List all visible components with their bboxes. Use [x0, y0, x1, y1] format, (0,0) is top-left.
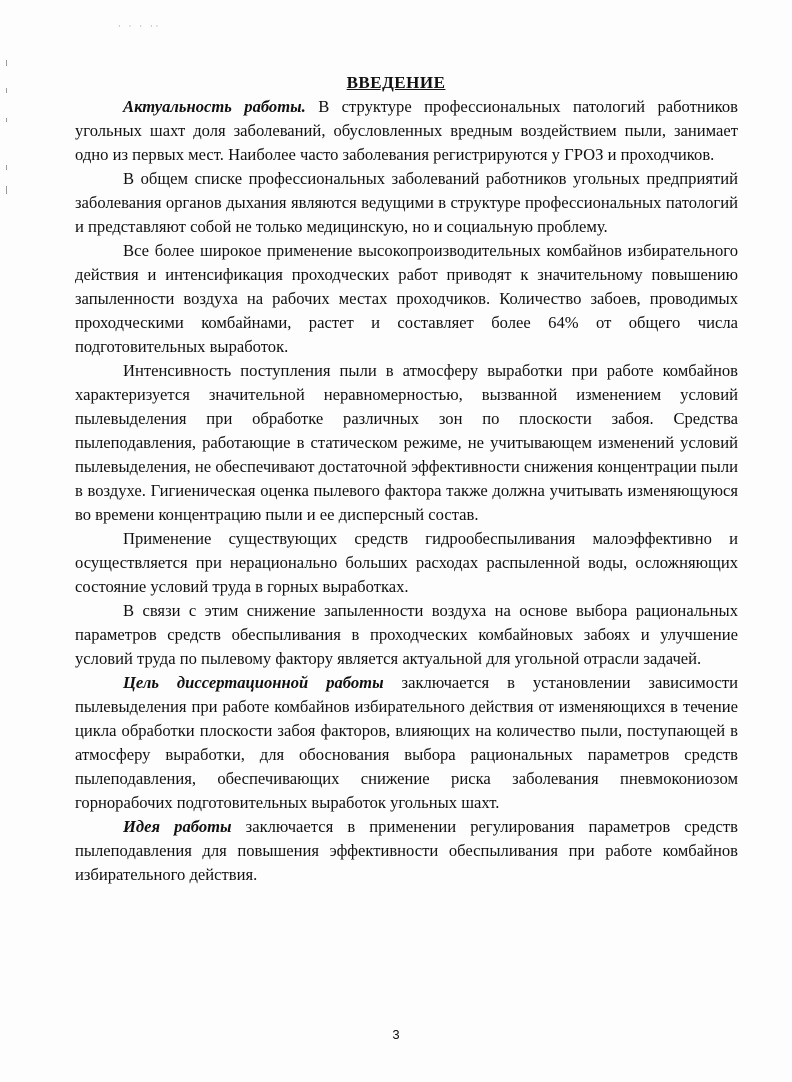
paragraph-respiratory-diseases: [75, 167, 738, 239]
paragraph-combines: [75, 239, 738, 359]
paragraph-text: Интенсивность поступления пыли в атмосферу выработки при работе комбайнов характеризуется значительной неравномерностью, вызванной изменением условий пылевыделения при обработке различных зон по плоскости забоя. Средства пылеподавления, работающие в статическом режиме, не учитывающем изменений условий пылевыделения, не обеспечивают достаточной эффективности снижения концентрации пыли в воздухе. Гигиеническая оценка пылевого фактора также должна учитывать изменяющуюся во времени концентрацию пыли и ее дисперсный состав.: [75, 361, 738, 524]
paragraph-text: Все более широкое применение высокопроизводительных комбайнов избирательного действия и интенсификация проходческих работ приводят к значительному повышению запыленности воздуха на рабочих местах проходчиков. Количество забоев, проводимых проходческими комбайнами, растет и составляет более 64% от общего числа подготовительных выработок.: [75, 241, 738, 356]
scan-edge-mark: [6, 118, 7, 122]
paragraph-hydro-dedusting: [75, 527, 738, 599]
page-number: 3: [392, 1027, 400, 1042]
scan-artifact: · · · ··: [118, 22, 162, 31]
paragraph-text: В структуре профессиональных патологий работников угольных шахт доля заболеваний, обусловленных вредным воздействием пыли, занимает одно из первых мест. Наиболее часто заболевания регистрируются у ГРОЗ и проходчиков.: [75, 97, 738, 164]
section-heading: ВВЕДЕНИЕ: [346, 73, 446, 92]
paragraph-text: Применение существующих средств гидрообеспыливания малоэффективно и осуществляется при нерационально больших расходах распыленной воды, осложняющих состояние условий труда в горных выработках.: [75, 529, 738, 596]
paragraph-dust-intensity: [75, 359, 738, 527]
scan-edge-mark: [6, 165, 7, 170]
paragraph-goal: [75, 671, 738, 815]
paragraph-text: В общем списке профессиональных заболеваний работников угольных предприятий заболевания органов дыхания являются ведущими в структуре профессиональных патологий и представляют собой не только медицинскую, но и социальную проблему.: [75, 169, 738, 236]
paragraph-relevance: [75, 95, 738, 167]
scan-edge-mark: [6, 60, 7, 66]
paragraph-text: В связи с этим снижение запыленности воздуха на основе выбора рациональных параметров средств обеспыливания в проходческих комбайновых забоях и улучшение условий труда по пылевому фактору является актуальной для угольной отрасли задачей.: [75, 601, 738, 668]
body-text: [75, 95, 738, 887]
paragraph-text: заключается в применении регулирования параметров средств пылеподавления для повышения эффективности обеспыливания при работе комбайнов избирательного действия.: [75, 817, 738, 884]
paragraph-idea: [75, 815, 738, 887]
paragraph-lead: Идея работы: [123, 817, 232, 836]
paragraph-lead: Цель диссертационной работы: [123, 673, 384, 692]
paragraph-lead: Актуальность работы.: [123, 97, 306, 116]
paragraph-text: заключается в установлении зависимости пылевыделения при работе комбайнов избирательного действия от изменяющихся в течение цикла обработки плоскости забоя факторов, влияющих на количество пыли, поступающей в атмосферу выработки, для обоснования выбора рациональных параметров средств пылеподавления, обеспечивающих снижение риска заболевания пневмокониозом горнорабочих подготовительных выработок угольных шахт.: [75, 673, 738, 812]
scan-edge-mark: [6, 186, 7, 194]
paragraph-task: [75, 599, 738, 671]
